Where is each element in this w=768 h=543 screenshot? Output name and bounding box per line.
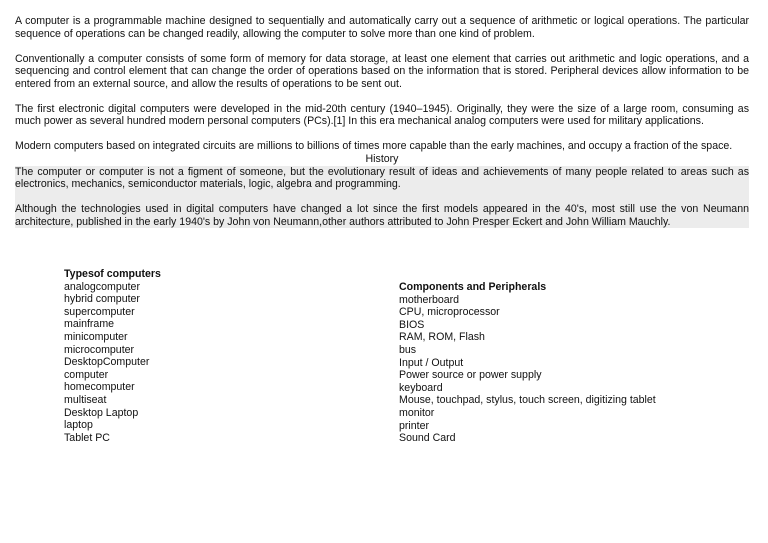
list-item: minicomputer — [64, 330, 128, 343]
intro-paragraph-3: The first electronic digital computers were developed in the mid-20th century (1940–1945). Originally, they were the size of a large room, consuming as much power as several hundred modern personal computers (PCs).[1] In this era mechanical analog computers were used for military applications. — [15, 102, 749, 127]
list-item: printer — [399, 419, 430, 432]
list-item: BIOS — [399, 318, 425, 331]
history-paragraph-1: The computer or computer is not a figment of someone, but the evolutionary result of ideas and achievements of many people related to areas such as electronics, mechanics, semiconductor materials, logic, algebra and programming. — [15, 165, 749, 190]
list-item: Tablet PC — [64, 431, 110, 444]
list-item: bus — [399, 343, 417, 356]
list-item: Mouse, touchpad, stylus, touch screen, digitizing tablet — [399, 394, 656, 407]
list-item: Input / Output — [399, 356, 464, 369]
list-item: laptop — [64, 419, 93, 432]
list-item: mainframe — [64, 318, 115, 331]
list-item: computer — [64, 368, 109, 381]
history-heading: History — [365, 152, 399, 165]
list-item: CPU, microprocessor — [399, 306, 500, 319]
list-item: Desktop Laptop — [64, 406, 139, 419]
list-item: motherboard — [399, 293, 460, 306]
components-list-title: Components and Peripherals — [399, 281, 547, 293]
intro-paragraph-4: Modern computers based on integrated circuits are millions to billions of times more capable than the early machines, and occupy a fraction of the space. — [15, 140, 733, 152]
list-item: hybrid computer — [64, 293, 140, 306]
list-item: multiseat — [64, 393, 107, 406]
types-list — [64, 268, 364, 444]
components-list — [399, 281, 699, 445]
types-list-title: Typesof computers — [64, 268, 161, 280]
intro-paragraph-1: A computer is a programmable machine designed to sequentially and automatically carry out a sequence of arithmetic or logical operations. The particular sequence of operations can be changed readily, allowing the computer to solve more than one kind of problem. — [15, 15, 749, 40]
list-item: DesktopComputer — [64, 356, 150, 369]
list-item: analogcomputer — [64, 280, 140, 293]
history-paragraph-2: Although the technologies used in digital computers have changed a lot since the first models appeared in the 40's, most still use the von Neumann architecture, published in the early 1940's by John von Neumann,other authors attributed to John Presper Eckert and John William Mauchly. — [15, 203, 749, 228]
document-body — [15, 15, 749, 228]
list-item: RAM, ROM, Flash — [399, 331, 485, 344]
list-item: keyboard — [399, 381, 443, 394]
list-item: Sound Card — [399, 432, 456, 445]
intro-paragraph-2: Conventionally a computer consists of some form of memory for data storage, at least one element that carries out arithmetic and logic operations, and a sequencing and control element that can change the order of operations based on the information that is stored. Peripheral devices allow information to be entered from an external source, and allow the results of operations to be sent out. — [15, 52, 749, 90]
list-item: Power source or power supply — [399, 369, 542, 382]
history-section — [15, 166, 749, 229]
list-item: supercomputer — [64, 305, 135, 318]
list-item: microcomputer — [64, 343, 135, 356]
list-item: monitor — [399, 406, 435, 419]
list-item: homecomputer — [64, 381, 135, 394]
